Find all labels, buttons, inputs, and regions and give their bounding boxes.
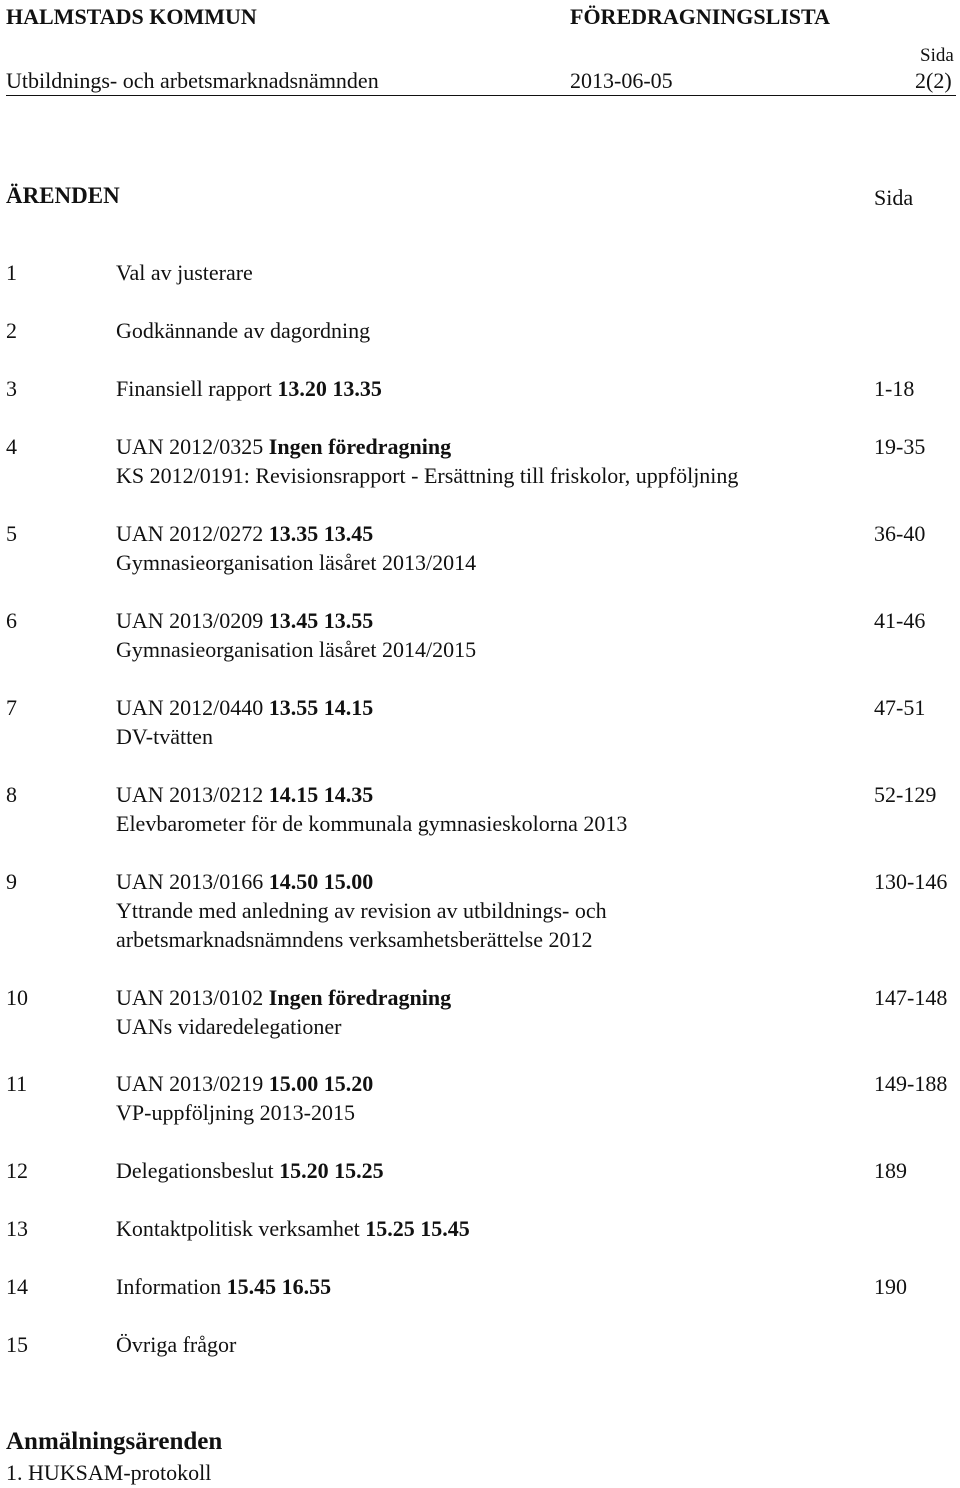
item-number: 13: [6, 1216, 28, 1241]
item-description: UANs vidaredelegationer: [116, 1014, 342, 1039]
item-pages: 19-35: [874, 434, 926, 459]
item-pages: 41-46: [874, 608, 926, 633]
item-title: Information: [116, 1274, 227, 1299]
item-pages: 147-148: [874, 985, 948, 1010]
item-time: 14.50 15.00: [268, 869, 374, 894]
item-number: 4: [6, 434, 17, 459]
item-title: UAN 2013/0219: [116, 1071, 269, 1096]
item-time: 15.25 15.45: [365, 1216, 470, 1241]
item-number: 10: [6, 985, 28, 1010]
item-number: 6: [6, 608, 17, 633]
committee-name: Utbildnings- och arbetsmarknadsnämnden: [6, 68, 379, 93]
item-number: 14: [6, 1274, 28, 1299]
item-time: 14.15 14.35: [268, 782, 374, 807]
org-name: HALMSTADS KOMMUN: [6, 4, 257, 29]
document-type: FÖREDRAGNINGSLISTA: [570, 4, 830, 29]
item-time: 15.00 15.20: [268, 1071, 374, 1096]
item-description: VP-uppföljning 2013-2015: [116, 1100, 355, 1125]
agenda-heading: ÄRENDEN: [6, 183, 120, 208]
item-time: 13.35 13.45: [268, 521, 374, 546]
item-time: 15.45 16.55: [226, 1274, 332, 1299]
item-time: 13.55 14.15: [268, 695, 374, 720]
notifications-item-1: 1. HUKSAM-protokoll: [6, 1460, 212, 1485]
item-title: Finansiell rapport: [116, 376, 278, 401]
item-description: Elevbarometer för de kommunala gymnasieskolorna 2013: [116, 811, 628, 836]
item-pages: 36-40: [874, 521, 926, 546]
item-note: Ingen föredragning: [268, 985, 452, 1010]
item-number: 8: [6, 782, 17, 807]
item-description: Gymnasieorganisation läsåret 2014/2015: [116, 637, 477, 662]
item-number: 9: [6, 869, 17, 894]
item-number: 7: [6, 695, 17, 720]
item-title: UAN 2013/0209: [116, 608, 269, 633]
item-pages: 190: [874, 1274, 907, 1299]
notifications-heading: Anmälningsärenden: [6, 1428, 223, 1455]
item-number: 12: [6, 1158, 28, 1183]
page-label: Sida: [920, 45, 954, 66]
item-title: UAN 2013/0166: [116, 869, 269, 894]
item-description: DV-tvätten: [116, 724, 213, 749]
page-number: 2(2): [915, 68, 952, 93]
item-number: 2: [6, 318, 17, 343]
item-number: 15: [6, 1332, 28, 1357]
item-number: 3: [6, 376, 17, 401]
item-pages: 47-51: [874, 695, 926, 720]
item-title: Godkännande av dagordning: [116, 318, 371, 343]
item-pages: 130-146: [874, 869, 948, 894]
item-note: Ingen föredragning: [268, 434, 452, 459]
item-title: UAN 2013/0102: [116, 985, 269, 1010]
item-title: UAN 2012/0272: [116, 521, 269, 546]
item-title: Övriga frågor: [116, 1332, 237, 1357]
item-number: 5: [6, 521, 17, 546]
item-title: Val av justerare: [116, 260, 253, 285]
item-pages: 1-18: [874, 376, 915, 401]
item-pages: 149-188: [874, 1071, 948, 1096]
item-title: UAN 2013/0212: [116, 782, 269, 807]
header-divider: [6, 95, 956, 96]
item-time: 15.20 15.25: [279, 1158, 384, 1183]
item-time: 13.20 13.35: [277, 376, 382, 401]
item-title: UAN 2012/0440: [116, 695, 269, 720]
item-description: KS 2012/0191: Revisionsrapport - Ersättning till friskolor, uppföljning: [116, 463, 739, 488]
item-number: 11: [6, 1071, 28, 1096]
item-pages: 52-129: [874, 782, 937, 807]
pages-column-heading: Sida: [874, 185, 914, 210]
item-title: Kontaktpolitisk verksamhet: [116, 1216, 366, 1241]
item-description: Yttrande med anledning av revision av utbildnings- och: [116, 898, 607, 923]
item-title: UAN 2012/0325: [116, 434, 269, 459]
item-title: Delegationsbeslut: [116, 1158, 280, 1183]
item-description: Gymnasieorganisation läsåret 2013/2014: [116, 550, 477, 575]
item-time: 13.45 13.55: [268, 608, 374, 633]
item-description-continued: arbetsmarknadsnämndens verksamhetsberättelse 2012: [116, 927, 593, 952]
meeting-date: 2013-06-05: [570, 68, 673, 93]
item-pages: 189: [874, 1158, 907, 1183]
item-number: 1: [6, 260, 17, 285]
